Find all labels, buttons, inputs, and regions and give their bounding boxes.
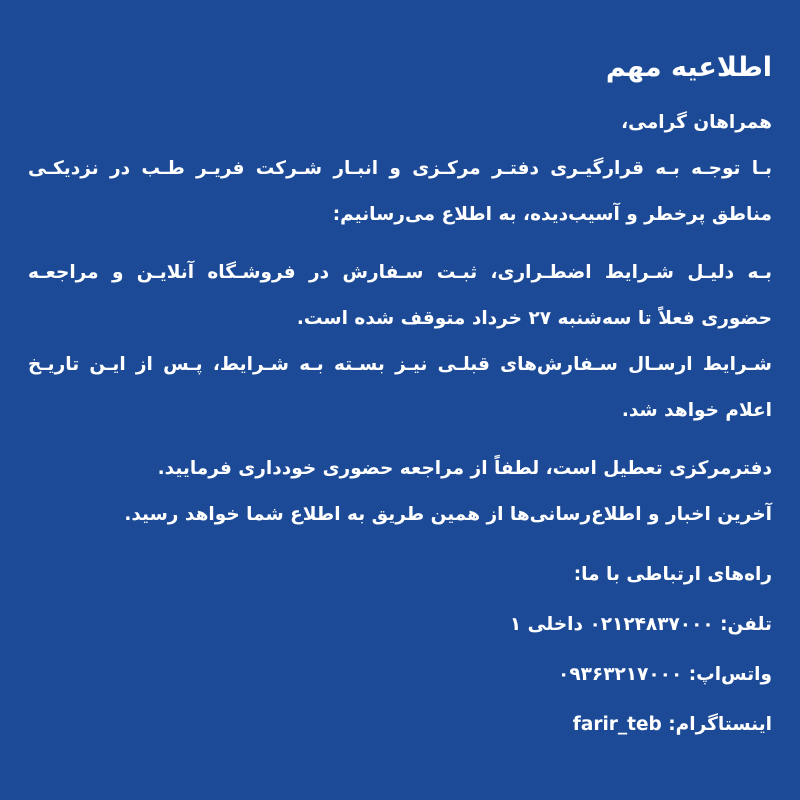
whatsapp-value[interactable]: ۰۹۳۶۳۲۱۷۰۰۰ <box>558 664 683 685</box>
instagram-label: اینستاگرام: <box>668 714 772 735</box>
phone-row <box>28 600 772 650</box>
intro-line-1: بـا توجـه بـه قرارگیـری دفتـر مرکـزی و انبـار شـرکت فریـر طـب در نزدیکـی <box>28 158 772 179</box>
phone-value[interactable]: ۰۲۱۲۴۸۳۷۰۰۰ داخلی ۱ <box>509 614 714 635</box>
phone-label: تلفن: <box>720 614 772 635</box>
body-line-4: اعلام خواهد شد. <box>621 400 772 421</box>
body-line-3: شـرایط ارسـال سـفارش‌های قبلـی نیـز بسـته بـه شـرایط، پـس از ایـن تاریـخ <box>28 354 772 375</box>
body-line-2: حضوری فعلاً تا سه‌شنبه ۲۷ خرداد متوقف شده است. <box>296 308 772 329</box>
office-line-1: دفترمرکزی تعطیل است، لطفاً از مراجعه حضوری خودداری فرمایید. <box>157 458 772 479</box>
whatsapp-row <box>28 650 772 700</box>
instagram-row <box>28 700 772 750</box>
body-line-1: بـه دلیـل شـرایط اضطـراری، ثبـت سـفارش در فروشـگاه آنلایـن و مراجعـه <box>28 262 772 283</box>
contact-heading: راه‌های ارتباطی با ما: <box>573 564 772 585</box>
greeting-text: همراهان گرامی، <box>621 112 772 133</box>
notice-title: اطلاعیه مهم <box>605 52 772 83</box>
intro-line-2: مناطق پرخطر و آسیب‌دیده، به اطلاع می‌رسانیم: <box>332 204 772 225</box>
office-line-2: آخرین اخبار و اطلاع‌رسانی‌ها از همین طریق به اطلاع شما خواهد رسید. <box>124 504 772 525</box>
whatsapp-label: واتس‌اپ: <box>688 664 772 685</box>
instagram-handle[interactable]: farir_teb <box>572 714 662 735</box>
